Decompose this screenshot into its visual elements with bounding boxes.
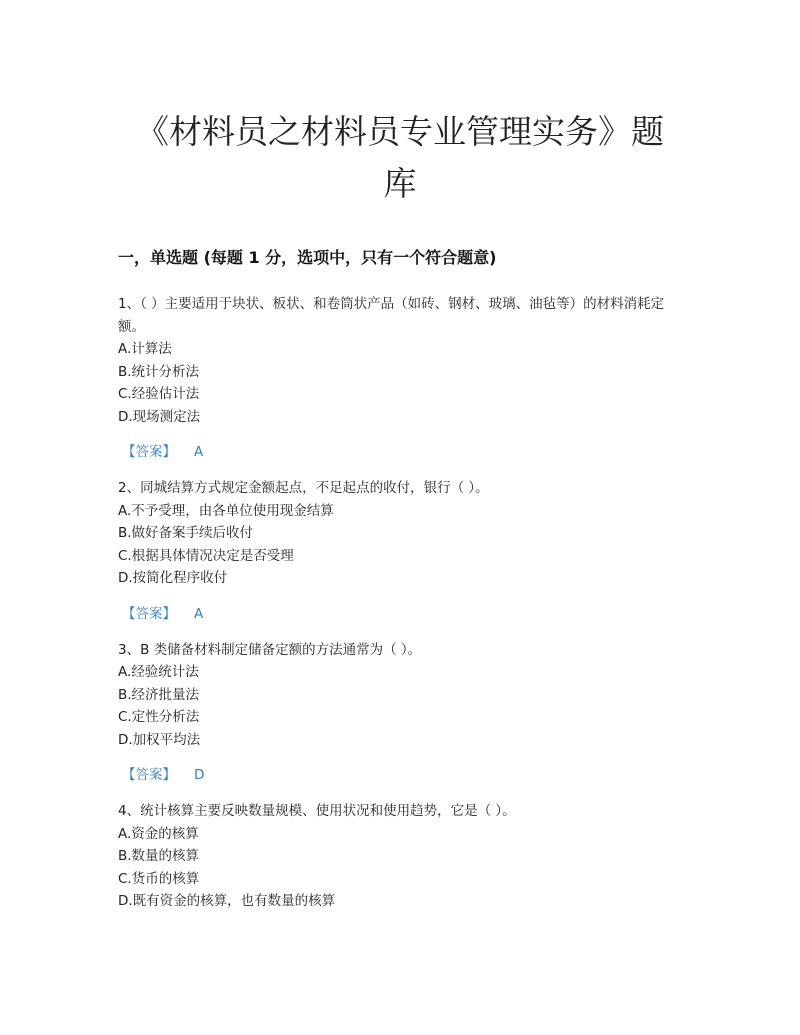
option-d: D.按简化程序收付 <box>118 570 228 586</box>
question-stem: 2、同城结算方式规定金额起点，不足起点的收付，银行（ ）。 <box>118 480 489 496</box>
option-c: C.货币的核算 <box>118 870 200 887</box>
option-b: B.经济批量法 <box>118 686 200 703</box>
answer-label: 【答案】 <box>122 767 176 783</box>
document-title: 《材料员之材料员专业管理实务》题库 <box>136 112 664 203</box>
question-4 <box>118 800 688 913</box>
answer-line <box>118 764 688 786</box>
option-c: C.定性分析法 <box>118 709 200 725</box>
option-d: D.现场测定法 <box>118 408 201 425</box>
question-stem: 4、统计核算主要反映数量规模、使用状况和使用趋势，它是（ ）。 <box>118 803 516 819</box>
option-c: C.根据具体情况决定是否受理 <box>118 547 294 564</box>
question-2 <box>118 477 688 625</box>
answer-label: 【答案】 <box>122 605 176 622</box>
question-3 <box>118 639 688 787</box>
option-d: D.既有资金的核算，也有数量的核算 <box>118 893 336 909</box>
option-a: A.不予受理，由各单位使用现金结算 <box>118 502 334 519</box>
section-heading: 一，单选题 (每题 1 分，选项中，只有一个符合题意) <box>118 248 497 267</box>
answer-line <box>118 603 688 625</box>
question-stem: 3、B 类储备材料制定储备定额的方法通常为（ ）。 <box>118 641 422 658</box>
question-1 <box>118 293 688 463</box>
answer-label: 【答案】 <box>122 444 176 460</box>
option-a: A.计算法 <box>118 341 172 357</box>
option-a: A.经验统计法 <box>118 664 199 680</box>
option-d: D.加权平均法 <box>118 731 201 748</box>
question-list <box>118 293 688 913</box>
option-c: C.经验估计法 <box>118 386 200 402</box>
answer-value: D <box>194 767 205 783</box>
option-a: A.资金的核算 <box>118 825 199 842</box>
question-stem: 1、（ ）主要适用于块状、板状、和卷筒状产品（如砖、钢材、玻璃、油毡等）的材料消耗定额。 <box>118 296 665 335</box>
answer-value: A <box>194 444 204 460</box>
answer-line <box>118 441 688 463</box>
answer-value: A <box>194 605 204 622</box>
option-b: B.数量的核算 <box>118 848 200 864</box>
option-b: B.统计分析法 <box>118 363 200 380</box>
option-b: B.做好备案手续后收付 <box>118 525 254 541</box>
